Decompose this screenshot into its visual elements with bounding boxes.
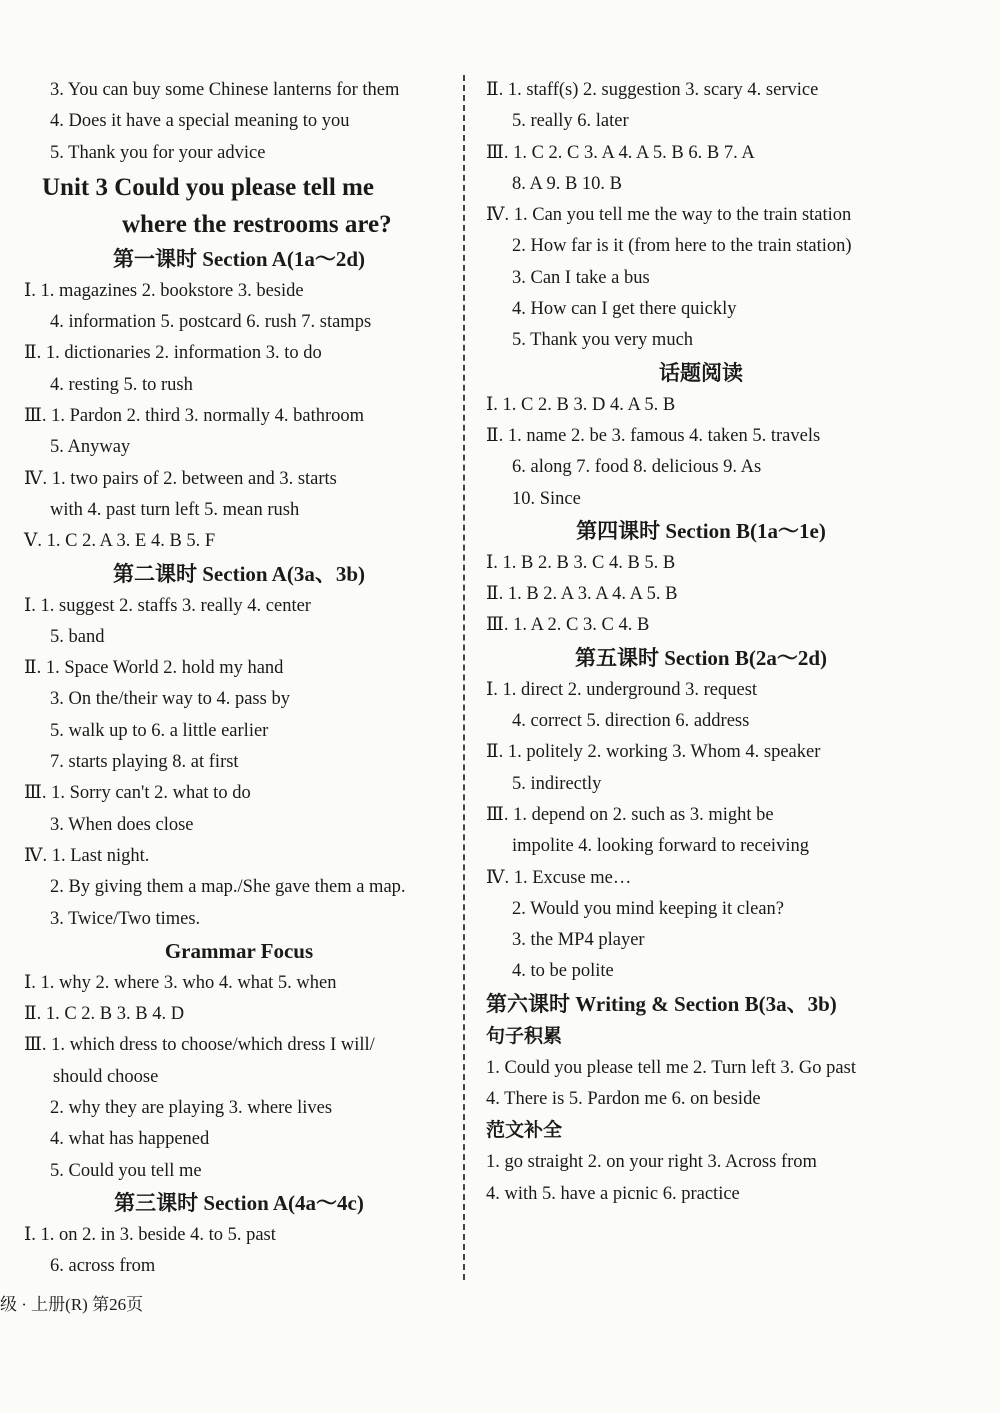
answer-line: 7. starts playing 8. at first bbox=[50, 752, 239, 773]
lesson-2-heading: 第二课时 Section A(3a、3b) bbox=[113, 561, 365, 586]
answer-line: 2. By giving them a map./She gave them a map. bbox=[50, 877, 406, 898]
answer-line: 2. How far is it (from here to the train station) bbox=[512, 236, 852, 257]
answer-line: 10. Since bbox=[512, 488, 581, 509]
answer-line: 1. go straight 2. on your right 3. Across from bbox=[486, 1152, 817, 1173]
answer-line: Ⅴ. 1. C 2. A 3. E 4. B 5. F bbox=[24, 531, 216, 552]
answer-line: 5. indirectly bbox=[512, 773, 602, 794]
answer-line: should choose bbox=[53, 1066, 159, 1087]
answer-line: 4. what has happened bbox=[50, 1129, 210, 1150]
answer-line: 5. band bbox=[50, 626, 105, 647]
lesson-1-heading: 第一课时 Section A(1a～2d) bbox=[113, 246, 365, 271]
answer-line: Ⅱ. 1. C 2. B 3. B 4. D bbox=[24, 1004, 185, 1025]
answer-line: Ⅰ. 1. C 2. B 3. D 4. A 5. B bbox=[486, 394, 676, 415]
answer-line: 4. correct 5. direction 6. address bbox=[512, 711, 750, 732]
answer-line: 4. to be polite bbox=[512, 961, 614, 982]
answer-line: Ⅳ. 1. Excuse me… bbox=[486, 867, 632, 888]
answer-line: 6. along 7. food 8. delicious 9. As bbox=[512, 457, 762, 478]
model-essay-heading: 范文补全 bbox=[486, 1120, 563, 1142]
answer-line: 4. How can I get there quickly bbox=[512, 299, 737, 320]
answer-line: 3. When does close bbox=[50, 814, 194, 835]
answer-line: Ⅱ. 1. B 2. A 3. A 4. A 5. B bbox=[486, 584, 678, 605]
answer-line: Ⅰ. 1. on 2. in 3. beside 4. to 5. past bbox=[24, 1224, 276, 1245]
answer-line: Ⅱ. 1. Space World 2. hold my hand bbox=[24, 658, 284, 679]
answer-line: 2. Would you mind keeping it clean? bbox=[512, 898, 785, 919]
answer-line: Ⅲ. 1. depend on 2. such as 3. might be bbox=[486, 804, 774, 825]
answer-line: 5. walk up to 6. a little earlier bbox=[50, 720, 269, 741]
left-column bbox=[24, 75, 454, 1283]
unit-title: Unit 3 Could you please tell me bbox=[42, 173, 374, 201]
answer-line: Ⅲ. 1. Sorry can't 2. what to do bbox=[24, 783, 251, 804]
lesson-6-heading: 第六课时 Writing & Section B(3a、3b) bbox=[486, 991, 837, 1016]
answer-line: 4. There is 5. Pardon me 6. on beside bbox=[486, 1089, 761, 1110]
answer-line: 5. really 6. later bbox=[512, 111, 629, 132]
answer-line: Ⅰ. 1. B 2. B 3. C 4. B 5. B bbox=[486, 552, 676, 573]
answer-line: 3. You can buy some Chinese lanterns for them bbox=[50, 80, 400, 100]
answer-line: 3. the MP4 player bbox=[512, 930, 645, 951]
answer-line: 3. Twice/Two times. bbox=[50, 908, 201, 929]
right-column bbox=[486, 75, 916, 1210]
answer-line: 4. with 5. have a picnic 6. practice bbox=[486, 1183, 740, 1204]
answer-line: 1. Could you please tell me 2. Turn left 3. Go past bbox=[486, 1057, 856, 1078]
lesson-4-heading: 第四课时 Section B(1a～1e) bbox=[576, 518, 826, 543]
answer-line: 2. why they are playing 3. where lives bbox=[50, 1098, 333, 1119]
lesson-3-heading: 第三课时 Section A(4a～4c) bbox=[114, 1190, 364, 1215]
column-divider bbox=[463, 75, 465, 1280]
answer-line: with 4. past turn left 5. mean rush bbox=[50, 499, 300, 520]
topic-reading-heading: 话题阅读 bbox=[659, 360, 743, 385]
answer-line: 5. Thank you for your advice bbox=[50, 142, 266, 163]
answer-line: Ⅲ. 1. which dress to choose/which dress I will/ bbox=[24, 1035, 375, 1056]
answer-line: Ⅳ. 1. Can you tell me the way to the train station bbox=[486, 205, 852, 226]
answer-line: Ⅱ. 1. name 2. be 3. famous 4. taken 5. travels bbox=[486, 425, 821, 446]
answer-line: Ⅱ. 1. staff(s) 2. suggestion 3. scary 4. service bbox=[486, 80, 819, 100]
answer-line: Ⅱ. 1. dictionaries 2. information 3. to do bbox=[24, 343, 322, 364]
answer-line: Ⅲ. 1. Pardon 2. third 3. normally 4. bathroom bbox=[24, 406, 365, 427]
answer-line: 8. A 9. B 10. B bbox=[512, 173, 622, 194]
answer-line: Ⅱ. 1. politely 2. working 3. Whom 4. speaker bbox=[486, 742, 821, 763]
unit-title-continued: where the restrooms are? bbox=[122, 210, 392, 238]
answer-line: Ⅰ. 1. suggest 2. staffs 3. really 4. center bbox=[24, 595, 311, 616]
answer-line: 5. Thank you very much bbox=[512, 330, 694, 351]
sentence-accumulation-heading: 句子积累 bbox=[486, 1025, 563, 1047]
answer-line: 3. On the/their way to 4. pass by bbox=[50, 689, 290, 710]
answer-line: Ⅰ. 1. why 2. where 3. who 4. what 5. when bbox=[24, 972, 337, 993]
answer-line: 6. across from bbox=[50, 1256, 156, 1277]
grammar-focus-heading: Grammar Focus bbox=[164, 938, 314, 963]
answer-line: 4. information 5. postcard 6. rush 7. stamps bbox=[50, 312, 372, 333]
answer-line: impolite 4. looking forward to receiving bbox=[512, 836, 809, 857]
answer-line: 4. Does it have a special meaning to you bbox=[50, 111, 350, 132]
answer-line: Ⅰ. 1. magazines 2. bookstore 3. beside bbox=[24, 280, 304, 301]
answer-line: 3. Can I take a bus bbox=[512, 267, 650, 288]
answer-line: Ⅳ. 1. Last night. bbox=[24, 845, 150, 866]
answer-line: Ⅲ. 1. A 2. C 3. C 4. B bbox=[486, 615, 650, 636]
page-footer: 级 · 上册(R) 第26页 bbox=[0, 1295, 144, 1314]
answer-line: 5. Could you tell me bbox=[50, 1160, 202, 1181]
lesson-5-heading: 第五课时 Section B(2a～2d) bbox=[575, 645, 827, 670]
answer-line: 4. resting 5. to rush bbox=[50, 374, 193, 395]
answer-line: Ⅳ. 1. two pairs of 2. between and 3. starts bbox=[24, 468, 337, 489]
answer-line: Ⅰ. 1. direct 2. underground 3. request bbox=[486, 679, 758, 700]
answer-line: 5. Anyway bbox=[50, 437, 131, 458]
answer-line: Ⅲ. 1. C 2. C 3. A 4. A 5. B 6. B 7. A bbox=[486, 142, 755, 163]
